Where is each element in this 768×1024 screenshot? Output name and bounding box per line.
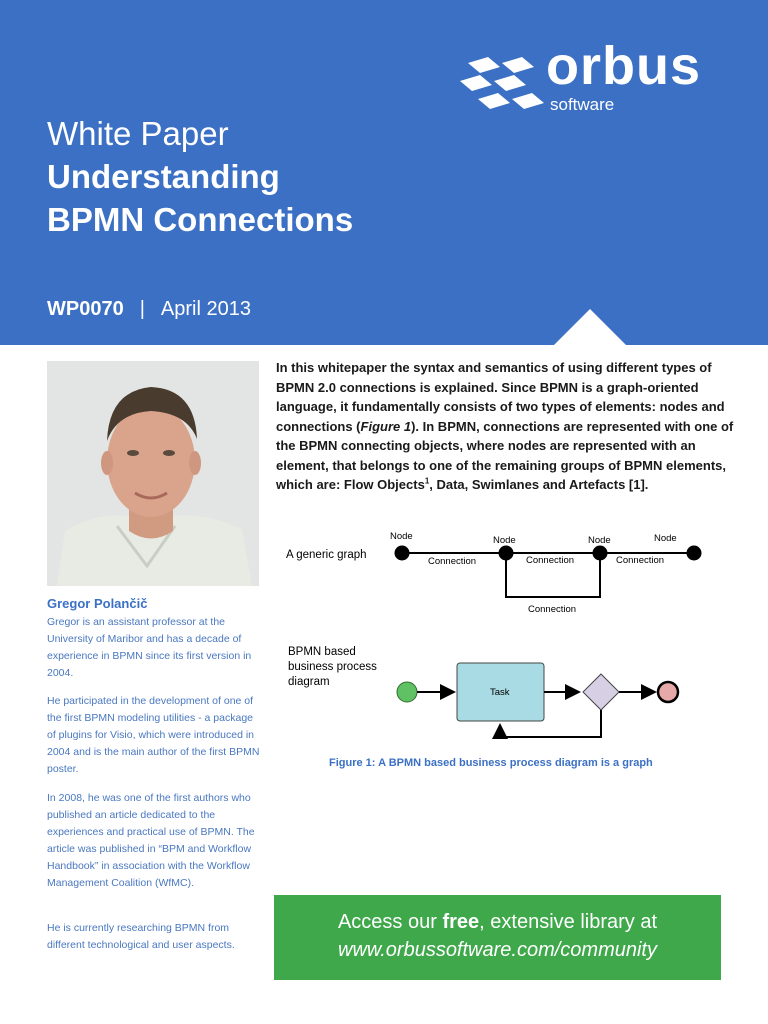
footnote-marker: 1: [424, 476, 430, 486]
connection-label: Connection: [428, 556, 477, 567]
start-event-icon: [397, 682, 417, 702]
graph-node-1: [395, 546, 410, 561]
author-bio-paragraph: Gregor is an assistant professor at the University of Maribor and has a decade of experience in BPMN since its first version in 2004.: [47, 616, 252, 679]
document-meta: [47, 298, 251, 321]
meta-separator: |: [139, 298, 145, 320]
intro-text-part1: In this whitepaper the syntax and semantics of using different types of BPMN 2.0 connections is explained. Since BPMN is a graph-oriented language, it fundamentally consists of two types of elements: nodes and connections (: [276, 360, 725, 434]
graph-node-2: [499, 546, 514, 561]
logo-wordmark: orbus: [546, 36, 702, 96]
community-banner[interactable]: [274, 895, 721, 980]
title-line-1: Understanding: [47, 158, 280, 195]
gateway-icon: [583, 674, 619, 710]
orbus-logo: [458, 36, 728, 115]
document-code: WP0070: [47, 298, 124, 320]
author-bio-paragraph: He participated in the development of one of the first BPMN modeling utilities - a package of plugins for Visio, which were introduced in 2004 and is the main author of the first BPMN poster.: [47, 695, 260, 775]
title-line-2: BPMN Connections: [47, 201, 354, 238]
figure-1: [276, 520, 736, 770]
figure-caption: Figure 1: A BPMN based business process diagram is a graph: [329, 757, 653, 769]
figure-reference: Figure 1: [360, 418, 412, 434]
header-notch: [553, 309, 627, 346]
graph-node-3: [593, 546, 608, 561]
document-type: White Paper: [47, 115, 229, 152]
honeycomb-logo-icon: [458, 53, 553, 118]
node-label: Node: [390, 531, 413, 542]
bpmn-figure-diagram: [276, 520, 736, 770]
connection-label: Connection: [526, 555, 575, 566]
intro-text-part2: ). In BPMN, connections are represented with one of the BPMN connecting objects, where nodes are represented with an element, that belongs to one of the remaining groups of BPMN elements, which are: Flow Objects: [276, 418, 734, 492]
author-bio-paragraph: He is currently researching BPMN from different technological and user aspects.: [47, 922, 235, 951]
node-label: Node: [588, 535, 611, 546]
task-label: Task: [490, 687, 510, 698]
end-event-icon: [658, 682, 678, 702]
logo-subtitle: software: [550, 95, 615, 114]
bpmn-label-line: BPMN based: [288, 646, 356, 658]
banner-suffix: , extensive library at: [479, 911, 658, 933]
intro-text-part3: , Data, Swimlanes and Artefacts [1].: [429, 477, 649, 492]
node-label: Node: [654, 533, 677, 544]
author-bio-paragraph: In 2008, he was one of the first authors who published an article dedicated to the experiences and practical use of BPMN. The article was published in “BPM and Workflow Handbook” in association with the Workflow Management Coalition (WfMC).: [47, 792, 255, 889]
banner-url-link[interactable]: www.orbussoftware.com/community: [338, 939, 657, 961]
document-date: April 2013: [160, 298, 251, 320]
author-photo: [47, 361, 259, 586]
node-label: Node: [493, 535, 516, 546]
banner-bold-word: free: [442, 911, 480, 933]
banner-prefix: Access our: [337, 911, 443, 933]
connection-label: Connection: [528, 604, 577, 615]
author-name: Gregor Polančič: [47, 596, 148, 611]
generic-graph-label: A generic graph: [286, 549, 367, 561]
graph-node-4: [687, 546, 702, 561]
author-portrait-icon: [47, 361, 259, 586]
bpmn-label-line: business process: [288, 661, 377, 673]
connection-label: Connection: [616, 555, 665, 566]
bpmn-label-line: diagram: [288, 676, 330, 688]
intro-paragraph: [276, 358, 736, 495]
banner-headline: [274, 911, 721, 934]
